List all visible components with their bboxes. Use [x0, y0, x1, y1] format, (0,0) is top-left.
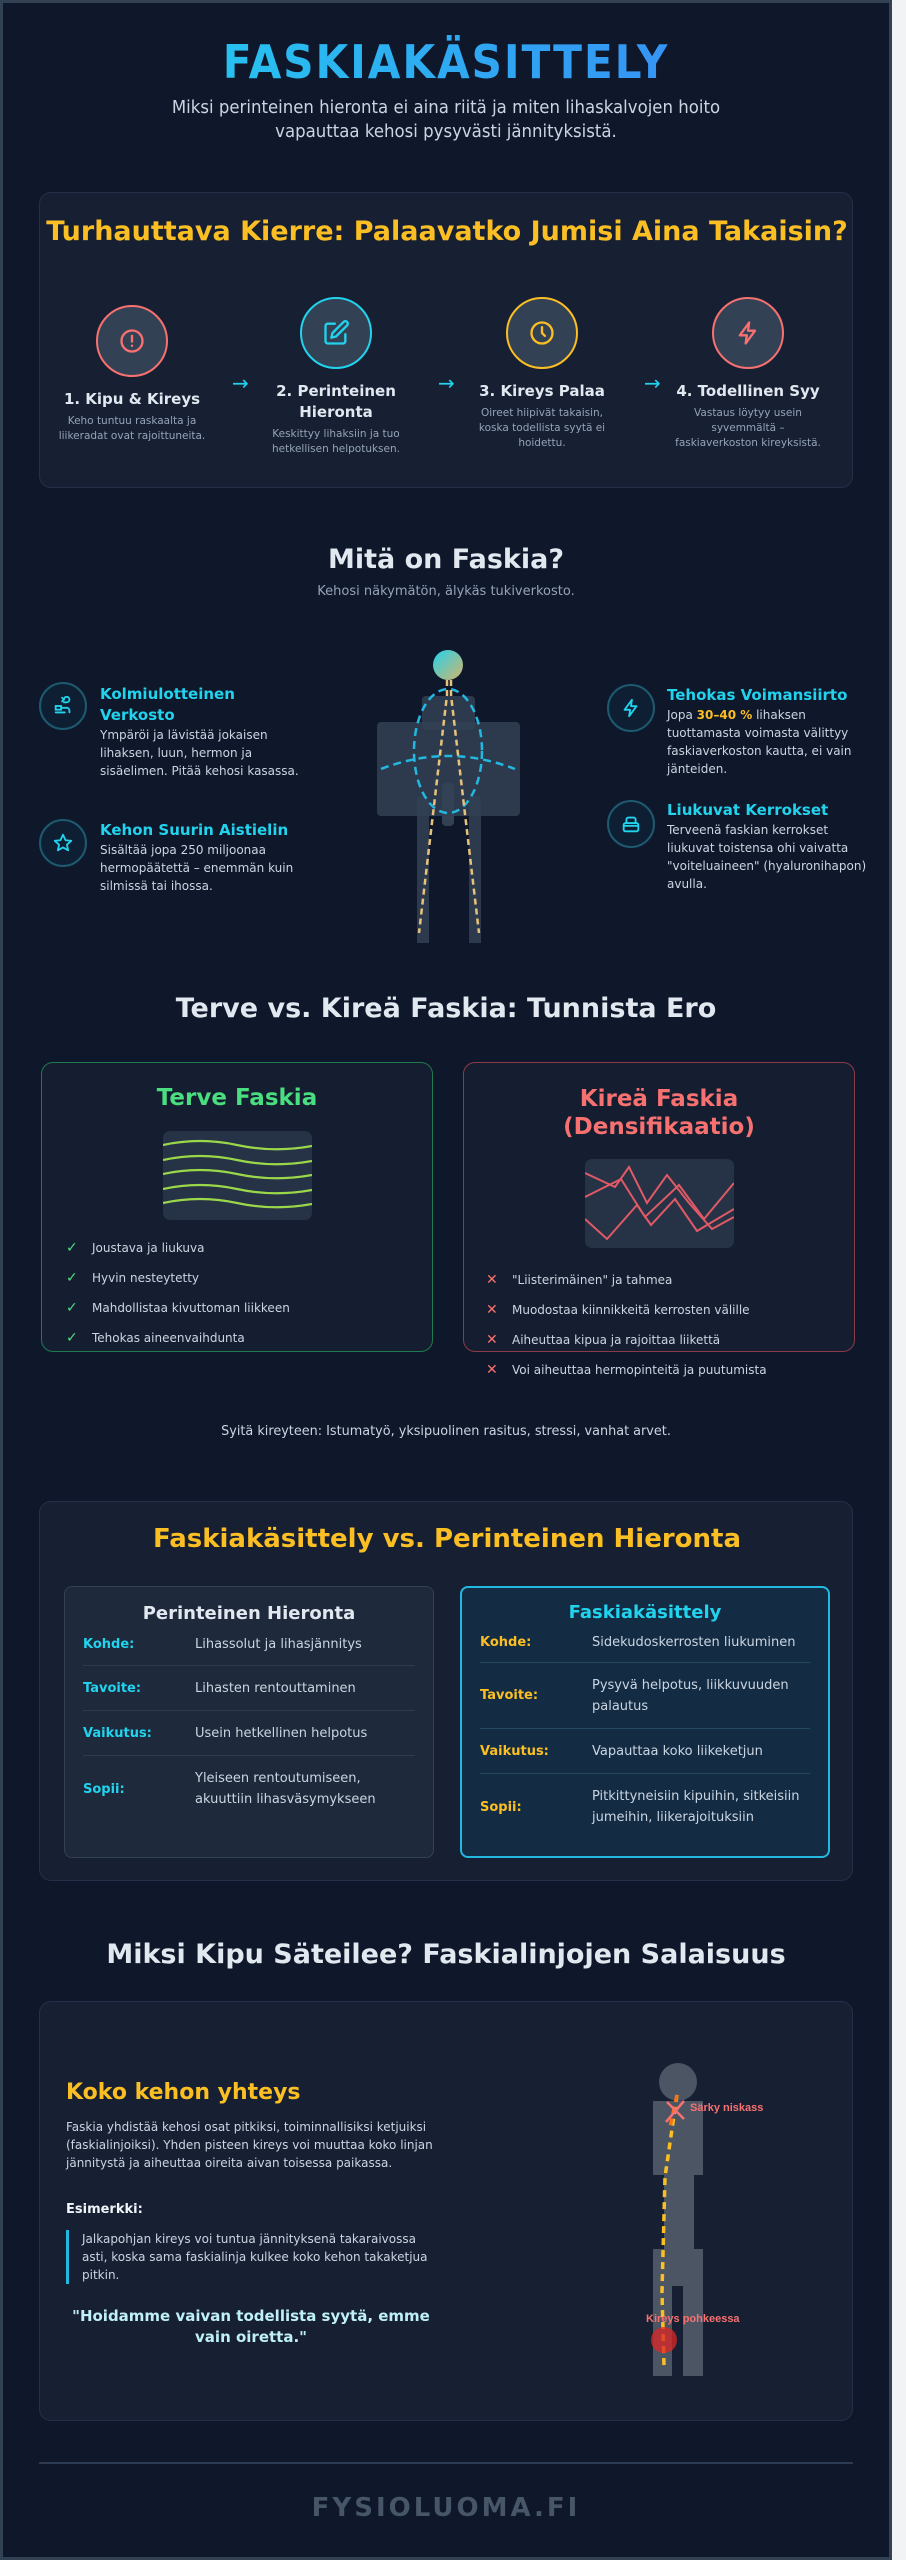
- cycle-card: [39, 192, 853, 488]
- cycle-step-1: [42, 305, 222, 444]
- tight-list: [486, 1265, 846, 1385]
- row-value: Usein hetkellinen helpotus: [195, 1725, 368, 1741]
- step-desc: Keskittyy lihaksiin ja tuo hetkellisen helpotuksen.: [272, 428, 400, 455]
- healthy-list-item: [66, 1293, 406, 1323]
- healthy-list-item: [66, 1323, 406, 1353]
- feature-sense-organ: [100, 820, 310, 895]
- lines-heading: Koko kehon yhteys: [66, 2080, 301, 2105]
- hero-subtitle: Miksi perinteinen hieronta ei aina riitä ja miten lihaskalvojen hoito vapauttaa kehosi pysyvästi jännityksistä.: [171, 97, 721, 142]
- cycle-title: Turhauttava Kierre: Palaavatko Jumisi Aina Takaisin?: [46, 216, 848, 247]
- versus-title: Faskiakäsittely vs. Perinteinen Hieronta: [152, 1524, 742, 1554]
- item-text: Aiheuttaa kipua ja rajoittaa liikettä: [512, 1333, 721, 1347]
- healthy-fibers-illustration: [163, 1131, 312, 1220]
- check-icon: ✓: [66, 1270, 78, 1286]
- row-key: Vaikutus:: [480, 1743, 549, 1759]
- tight-title: [464, 1085, 854, 1141]
- lightning-icon: [712, 297, 784, 369]
- fascia-treatment-table: [462, 1623, 828, 1840]
- footer-divider: [39, 2462, 853, 2464]
- cycle-step-2: [246, 297, 426, 457]
- lines-body: Faskia yhdistää kehosi osat pitkiksi, toiminnallisiksi ketjuiksi (faskialinjoiksi). Yhden pisteen kireys voi muuttaa koko linjan jännitystä ja aiheuttaa oireita aivan toisessa paikassa.: [66, 2120, 433, 2170]
- step-desc: Keho tuntuu raskaalta ja liikeradat ovat rajoittuneita.: [58, 415, 206, 442]
- table-row: [83, 1666, 415, 1711]
- table-row: [480, 1729, 810, 1774]
- cycle-step-3: [452, 297, 632, 451]
- star-icon: [39, 819, 87, 867]
- step-title: 1. Kipu & Kireys: [63, 390, 201, 408]
- footer-brand: FYSIOLUOMA.FI: [311, 2493, 581, 2523]
- lines-title: Miksi Kipu Säteilee? Faskialinjojen Salaisuus: [106, 1939, 786, 1970]
- table-row: [83, 1711, 415, 1756]
- network-icon: [39, 682, 87, 730]
- cross-icon: ✕: [486, 1272, 498, 1288]
- traditional-table: [65, 1624, 433, 1822]
- example-label: Esimerkki:: [66, 2202, 143, 2217]
- alert-circle-icon: [96, 305, 168, 377]
- item-text: Voi aiheuttaa hermopinteitä ja puutumista: [512, 1363, 767, 1377]
- label-neck-pain: Särky niskass: [690, 2102, 764, 2114]
- hero-title: FASKIAKÄSITTELY: [38, 35, 853, 89]
- arrow-right-icon: →: [438, 371, 455, 395]
- row-value: Vapauttaa koko liikeketjun: [592, 1743, 763, 1759]
- lines-card: [39, 2001, 853, 2421]
- feature-network: [100, 684, 300, 780]
- tight-list-item: [486, 1295, 846, 1325]
- clock-icon: [506, 297, 578, 369]
- highlight-percentage: 30–40 %: [696, 708, 753, 722]
- step-desc: Oireet hiipivät takaisin, koska todellista syytä ei hoidettu.: [478, 407, 606, 449]
- item-text: Hyvin nesteytetty: [92, 1271, 200, 1285]
- feature-text: Ympäröi ja lävistää jokaisen lihaksen, luun, hermon ja sisäelimen. Pitää kehosi kasassa.: [100, 728, 299, 778]
- step-title: 2. Perinteinen Hieronta: [276, 382, 396, 421]
- example-quote: Jalkapohjan kireys voi tuntua jännityksenä takaraivossa asti, koska sama faskialinja kulkee koko kehon takaketjua pitkin.: [66, 2230, 436, 2284]
- compare-title: Terve vs. Kireä Faskia: Tunnista Ero: [175, 993, 717, 1024]
- healthy-list-item: [66, 1263, 406, 1293]
- fascia-treatment-box: [460, 1586, 830, 1858]
- what-subtitle: Kehosi näkymätön, älykäs tukiverkosto.: [317, 584, 575, 599]
- item-text: Muodostaa kiinnikkeitä kerrosten välille: [512, 1303, 750, 1317]
- cross-icon: ✕: [486, 1302, 498, 1318]
- fascia-treatment-title: Faskiakäsittely: [568, 1602, 722, 1623]
- feature-text-pre: Jopa: [667, 708, 697, 722]
- fascial-line-diagram: [600, 2022, 780, 2382]
- step-desc: Vastaus löytyy usein syvemmältä – faskiaverkoston kireyksistä.: [675, 407, 821, 449]
- item-text: Joustava ja liukuva: [92, 1241, 205, 1255]
- feature-text: [667, 706, 857, 778]
- feature-title: Liukuvat Kerrokset: [667, 801, 829, 819]
- feature-title: Kolmiulotteinen Verkosto: [100, 685, 235, 724]
- causes-text: Syitä kireyteen: Istumatyö, yksipuolinen rasitus, stressi, vanhat arvet.: [221, 1423, 671, 1439]
- table-row: [83, 1624, 415, 1666]
- table-row: [480, 1623, 810, 1663]
- row-key: Kohde:: [83, 1637, 135, 1652]
- row-value: Pitkittyneisiin kipuihin, sitkeisiin jumeihin, liikerajoituksiin: [592, 1789, 800, 1825]
- arrow-right-icon: →: [644, 371, 661, 395]
- step-title: 4. Todellinen Syy: [676, 382, 820, 400]
- feature-sliding-layers: [667, 800, 867, 893]
- table-row: [480, 1774, 810, 1840]
- row-value: Pysyvä helpotus, liikkuvuuden palautus: [592, 1677, 789, 1714]
- item-text: Tehokas aineenvaihdunta: [92, 1331, 245, 1345]
- edit-icon: [300, 297, 372, 369]
- what-title: Mitä on Faskia?: [327, 544, 565, 575]
- row-key: Tavoite:: [480, 1688, 539, 1703]
- item-text: Mahdollistaa kivuttoman liikkeen: [92, 1301, 290, 1315]
- row-key: Sopii:: [480, 1799, 522, 1815]
- tight-title-line2: (Densifikaatio): [563, 1114, 755, 1140]
- row-value: Lihasten rentouttaminen: [195, 1680, 356, 1696]
- row-value: Lihassolut ja lihasjännitys: [195, 1637, 362, 1652]
- table-row: [480, 1663, 810, 1729]
- healthy-list: [66, 1233, 406, 1353]
- table-row: [83, 1756, 415, 1822]
- cycle-step-4: [658, 297, 838, 451]
- row-key: Kohde:: [480, 1635, 532, 1650]
- row-key: Sopii:: [83, 1781, 125, 1797]
- traditional-title: Perinteinen Hieronta: [142, 1603, 356, 1624]
- tight-list-item: [486, 1265, 846, 1295]
- cross-icon: ✕: [486, 1332, 498, 1348]
- tight-list-item: [486, 1325, 846, 1355]
- fascia-body-diagram: [363, 633, 543, 943]
- arrow-right-icon: →: [232, 371, 249, 395]
- versus-card: [39, 1501, 853, 1881]
- tight-fibers-illustration: [585, 1159, 734, 1248]
- healthy-title: Terve Faskia: [156, 1085, 318, 1111]
- step-title: 3. Kireys Palaa: [479, 382, 605, 400]
- layers-icon: [607, 800, 655, 848]
- pull-quote: "Hoidamme vaivan todellista syytä, emme vain oiretta.": [72, 2307, 430, 2346]
- item-text: "Liisterimäinen" ja tahmea: [512, 1273, 673, 1287]
- tight-title-line1: Kireä Faskia: [579, 1086, 739, 1112]
- lightning-icon: [607, 684, 655, 732]
- healthy-list-item: [66, 1233, 406, 1263]
- tight-fascia-card: [463, 1062, 855, 1378]
- row-key: Tavoite:: [83, 1680, 142, 1696]
- feature-force-transfer: [667, 685, 857, 778]
- label-calf-tightness: Kireys pohkeessa: [646, 2313, 740, 2325]
- feature-title: Tehokas Voimansiirto: [667, 686, 848, 704]
- traditional-massage-box: [64, 1586, 434, 1858]
- feature-title: Kehon Suurin Aistielin: [100, 821, 289, 839]
- row-value: Sidekudoskerrosten liukuminen: [592, 1635, 796, 1650]
- healthy-fascia-card: [41, 1062, 433, 1352]
- feature-text: Terveenä faskian kerrokset liukuvat toistensa ohi vaivatta "voiteluaineen" (hyaluronihapon) avulla.: [667, 823, 867, 891]
- feature-text: Sisältää jopa 250 miljoonaa hermopäätettä – enemmän kuin silmissä tai ihossa.: [100, 843, 294, 893]
- check-icon: ✓: [66, 1240, 78, 1256]
- row-key: Vaikutus:: [83, 1725, 152, 1741]
- row-value: Yleiseen rentoutumiseen, akuuttiin lihasväsymykseen: [195, 1771, 376, 1807]
- feature-text-post: lihaksen tuottamasta voimasta välittyy faskiaverkoston kautta, ei vain jänteiden.: [667, 708, 852, 776]
- check-icon: ✓: [66, 1330, 78, 1346]
- cross-icon: ✕: [486, 1362, 498, 1378]
- check-icon: ✓: [66, 1300, 78, 1316]
- tight-list-item: [486, 1355, 846, 1385]
